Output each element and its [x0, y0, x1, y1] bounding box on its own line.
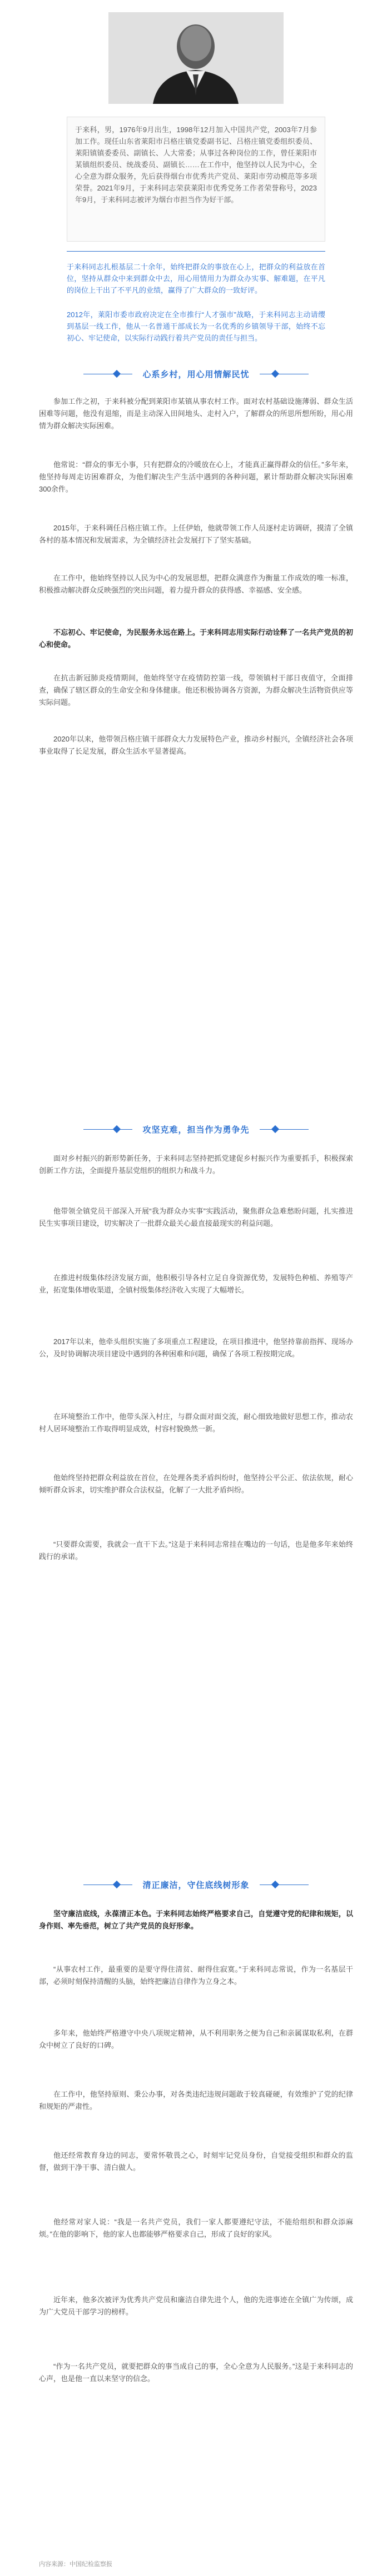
paragraph: 他始终坚持把群众利益放在首位，在处理各类矛盾纠纷时，他坚持公平公正、依法依规，耐心倾听群众诉求，切实维护群众合法权益，化解了一大批矛盾纠纷。 — [39, 1474, 353, 1494]
paragraph: 近年来，他多次被评为优秀共产党员和廉洁自律先进个人，他的先进事迹在全镇广为传颂，成为广大党员干部学习的榜样。 — [39, 2296, 353, 2316]
intro-box: 于来科，男，1976年9月出生，1998年12月加入中国共产党，2003年7月参加工作。现任山东省莱阳市吕格庄镇党委副书记、吕格庄镇党委组织委员、莱阳镇镇委委员、副镇长、人大常委；从事过各种岗位的工作，曾任莱阳市某镇组织委员、统战委员、副镇长……在工作中，他坚持以人民为中心，全心全意为群众服务，先后获得烟台市优秀共产党员、莱阳市劳动模范等多项荣誉。2021年9月，于来科同志荣获莱阳市优秀党务工作者荣誉称号，2023年9月，于来科同志被评为烟台市担当作为好干部。 — [67, 117, 325, 242]
paragraph: “从事农村工作，最重要的是要守得住清贫、耐得住寂寞。”于来科同志常说，作为一名基层干部，必须时刻保持清醒的头脑，始终把廉洁自律作为立身之本。 — [39, 1965, 353, 1986]
section-header-3 — [0, 1872, 392, 1898]
paragraph: 在环境整治工作中，他带头深入村庄，与群众面对面交流，耐心细致地做好思想工作，推动农村人居环境整治工作取得明显成效，村容村貌焕然一新。 — [39, 1412, 353, 1433]
portrait-photo — [108, 12, 284, 104]
paragraph — [39, 627, 353, 651]
section-title: 心系乡村，用心用情解民忧 — [132, 368, 259, 380]
paragraph: 在工作中，他始终坚持以人民为中心的发展思想，把群众满意作为衡量工作成效的唯一标准，积极推动解决群众反映强烈的突出问题，着力提升群众的获得感、幸福感、安全感。 — [39, 574, 353, 594]
paragraph: 在抗击新冠肺炎疫情期间，他始终坚守在疫情防控第一线，带领镇村干部日夜值守，全面排查，确保了辖区群众的生命安全和身体健康。他还积极协调各方资源，为群众解决生活物资供应等实际问题。 — [39, 674, 353, 706]
paragraph: 在工作中，他坚持原则、秉公办事，对各类违纪违规问题敢于较真碰硬，有效维护了党的纪律和规矩的严肃性。 — [39, 2090, 353, 2111]
diamond-icon — [271, 1881, 279, 1888]
diamond-icon — [271, 370, 279, 378]
paragraph: 他常说：“群众的事无小事，只有把群众的冷暖放在心上，才能真正赢得群众的信任。”多年来，他坚持每周走访困难群众，为他们解决生产生活中遇到的各种问题，累计帮助群众解决实际困难300余件。 — [39, 460, 353, 493]
blue-intro-paragraph-1: 于来科同志扎根基层二十余年，始终把群众的事放在心上，把群众的利益放在首位，坚持从群众中来到群众中去，用心用情用力为群众办实事、解难题，在平凡的岗位上干出了不平凡的业绩，赢得了广大群众的一致好评。 — [67, 263, 325, 294]
footer-credit: 内容来源：中国纪检监察报 — [39, 2561, 112, 2568]
diamond-icon — [271, 1125, 279, 1133]
paragraph: 多年来，他始终严格遵守中央八项规定精神，从不利用职务之便为自己和亲属谋取私利，在群众中树立了良好的口碑。 — [39, 2029, 353, 2049]
paragraph: 他经常对家人说：“我是一名共产党员，我们一家人都要遵纪守法，不能给组织和群众添麻烦。”在他的影响下，他的家人也都能够严格要求自己，形成了良好的家风。 — [39, 2218, 353, 2238]
section-header-1 — [0, 361, 392, 388]
paragraph: “只要群众需要，我就会一直干下去。”这是于来科同志常挂在嘴边的一句话，也是他多年来始终践行的承诺。 — [39, 1540, 353, 1561]
divider — [67, 251, 325, 252]
paragraph: 在推进村级集体经济发展方面，他积极引导各村立足自身资源优势，发展特色种植、养殖等产业，拓宽集体增收渠道，全镇村级集体经济收入实现了大幅增长。 — [39, 1274, 353, 1294]
paragraph: 面对乡村振兴的新形势新任务，于来科同志坚持把抓党建促乡村振兴作为重要抓手，积极探索创新工作方法，全面提升基层党组织的组织力和战斗力。 — [39, 1154, 353, 1175]
paragraph: 2015年，于来科调任吕格庄镇工作。上任伊始，他就带领工作人员逐村走访调研，摸清了全镇各村的基本情况和发展需求，为全镇经济社会发展打下了坚实基础。 — [39, 524, 353, 544]
paragraph — [39, 1908, 353, 1932]
section-title: 攻坚克难，担当作为勇争先 — [132, 1124, 259, 1135]
paragraph: 他带领全镇党员干部深入开展“我为群众办实事”实践活动，聚焦群众急难愁盼问题，扎实推进民生实事项目建设，切实解决了一批群众最关心最直接最现实的利益问题。 — [39, 1207, 353, 1227]
blue-intro-paragraph-2: 2012年，莱阳市委市政府决定在全市推行“人才强市”战略，于来科同志主动请缨到基层一线工作，他从一名普通干部成长为一名优秀的乡镇领导干部，始终不忘初心、牢记使命，以实际行动践行着共产党员的责任与担当。 — [67, 310, 325, 342]
section-title: 清正廉洁，守住底线树形象 — [132, 1879, 259, 1891]
bold-text: 坚守廉洁底线，永葆清正本色。于来科同志始终严格要求自己，自觉遵守党的纪律和规矩，以身作则、率先垂范，树立了共产党员的良好形象。 — [39, 1910, 353, 1930]
bold-text: 不忘初心、牢记使命，为民服务永远在路上。于来科同志用实际行动诠释了一名共产党员的初心和使命。 — [39, 628, 353, 649]
portrait-photo-icon — [108, 12, 284, 104]
paragraph: 2020年以来，他带领吕格庄镇干部群众大力发展特色产业，推动乡村振兴，全镇经济社会各项事业取得了长足发展，群众生活水平显著提高。 — [39, 735, 353, 755]
paragraph: “作为一名共产党员，就要把群众的事当成自己的事，全心全意为人民服务。”这是于来科同志的心声，也是他一直以来坚守的信念。 — [39, 2362, 353, 2383]
section-header-2 — [0, 1116, 392, 1143]
paragraph: 他还经常教育身边的同志，要常怀敬畏之心，时刻牢记党员身份，自觉接受组织和群众的监督，做到干净干事、清白做人。 — [39, 2151, 353, 2172]
paragraph: 2017年以来，他牵头组织实施了多项重点工程建设，在项目推进中，他坚持靠前指挥、现场办公，及时协调解决项目建设中遇到的各种困难和问题，确保了各项工程按期完成。 — [39, 1337, 353, 1358]
paragraph: 参加工作之初，于来科被分配到莱阳市某镇从事农村工作。面对农村基础设施薄弱、群众生活困难等问题，他没有退缩，而是主动深入田间地头、走村入户，了解群众的所思所想所盼，用心用情为群众解决实际困难。 — [39, 397, 353, 430]
